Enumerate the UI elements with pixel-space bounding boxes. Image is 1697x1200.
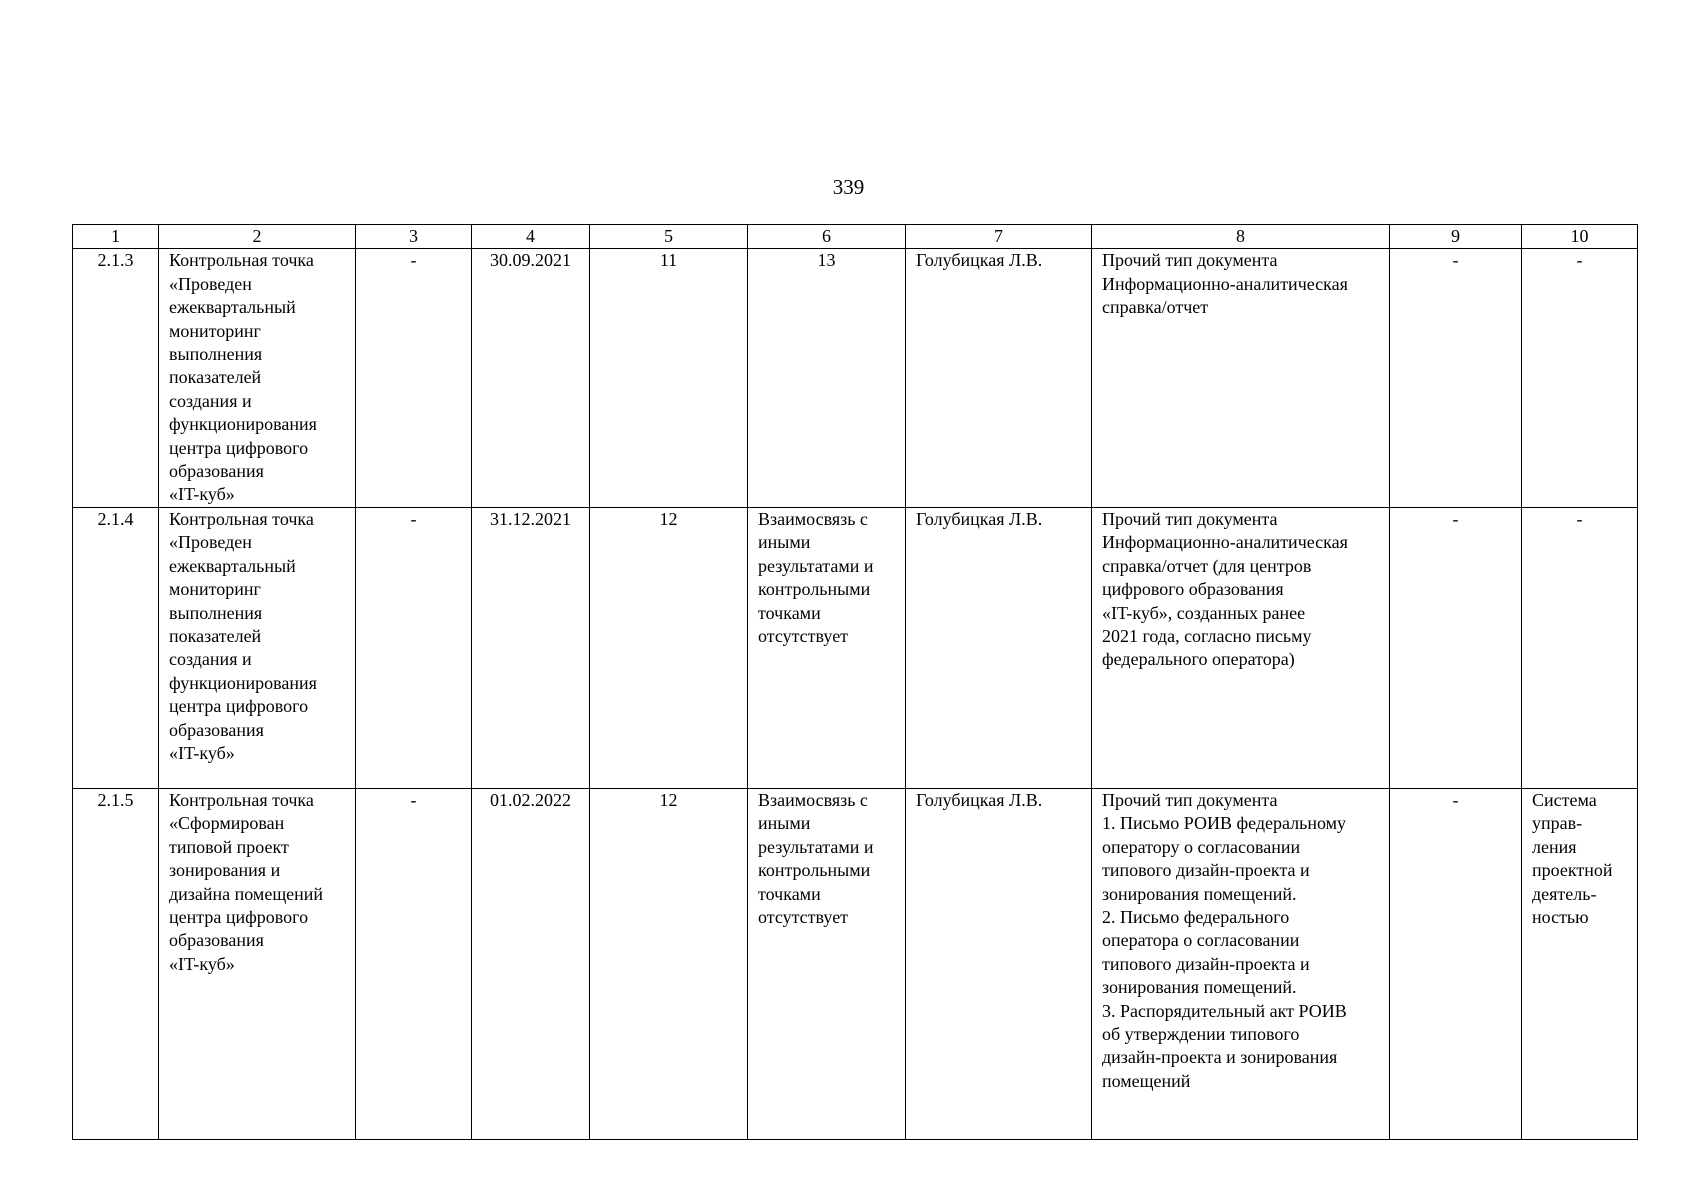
- text-line: «Сформирован: [169, 813, 285, 834]
- text-line: оператора о согласовании: [1102, 930, 1300, 951]
- text-line: функционирования: [169, 672, 317, 693]
- text-line: Прочий тип документа: [1102, 789, 1278, 810]
- date-cell: 31.12.2021: [472, 507, 590, 788]
- text-line: результатами и: [758, 555, 874, 576]
- text-line: федерального оператора): [1102, 649, 1295, 670]
- text-line: дизайн-проекта и зонирования: [1102, 1047, 1338, 1068]
- text-line: дизайна помещений: [169, 883, 324, 904]
- text-line: отсутствует: [758, 906, 849, 927]
- row-name-cell: [159, 788, 356, 1139]
- column-header-8: 8: [1092, 225, 1390, 249]
- text-line: помещений: [1102, 1070, 1191, 1091]
- row-number-cell: 2.1.3: [73, 249, 159, 507]
- text-line: отсутствует: [758, 625, 849, 646]
- row-name-cell: [159, 507, 356, 788]
- text-line: проектной: [1532, 860, 1613, 881]
- responsible-cell: Голубицкая Л.В.: [906, 249, 1092, 507]
- text-line: зонирования помещений.: [1102, 977, 1297, 998]
- text-line: выполнения: [169, 602, 263, 623]
- text-line: образования: [169, 461, 264, 482]
- row-name-cell: [159, 249, 356, 507]
- column-header-9: 9: [1390, 225, 1522, 249]
- col9-cell: -: [1390, 507, 1522, 788]
- row-number-cell: 2.1.5: [73, 788, 159, 1139]
- col3-cell: -: [356, 507, 472, 788]
- text-line: 2. Письмо федерального: [1102, 906, 1290, 927]
- text-line: 13: [817, 250, 836, 271]
- text-line: создания и: [169, 649, 252, 670]
- table-row: [73, 507, 1638, 788]
- text-line: 1. Письмо РОИВ федеральному: [1102, 813, 1347, 834]
- text-line: Прочий тип документа: [1102, 250, 1278, 271]
- table-header-row: [73, 225, 1638, 249]
- text-line: Контрольная точка: [169, 508, 314, 529]
- text-line: иными: [758, 532, 811, 553]
- text-line: мониторинг: [169, 320, 261, 341]
- text-line: Контрольная точка: [169, 250, 314, 271]
- text-line: цифрового образования: [1102, 579, 1284, 600]
- text-line: 2021 года, согласно письму: [1102, 625, 1312, 646]
- text-line: функционирования: [169, 414, 317, 435]
- document-cell: [1092, 788, 1390, 1139]
- text-line: зонирования и: [169, 860, 281, 881]
- text-line: ежеквартальный: [169, 555, 296, 576]
- col9-cell: -: [1390, 249, 1522, 507]
- table-row: [73, 249, 1638, 507]
- responsible-cell: Голубицкая Л.В.: [906, 788, 1092, 1139]
- text-line: типовой проект: [169, 836, 289, 857]
- col6-cell: [748, 507, 906, 788]
- col6-cell: [748, 788, 906, 1139]
- column-header-3: 3: [356, 225, 472, 249]
- text-line: центра цифрового: [169, 906, 309, 927]
- text-line: «Проведен: [169, 532, 252, 553]
- date-cell: 01.02.2022: [472, 788, 590, 1139]
- text-line: 3. Распорядительный акт РОИВ: [1102, 1000, 1347, 1021]
- date-cell: 30.09.2021: [472, 249, 590, 507]
- text-line: ежеквартальный: [169, 297, 296, 318]
- page-number: 339: [832, 175, 865, 199]
- text-line: «IT-куб»: [169, 742, 235, 763]
- column-header-5: 5: [590, 225, 748, 249]
- col10-cell: [1522, 249, 1638, 507]
- text-line: результатами и: [758, 836, 874, 857]
- text-line: -: [1576, 250, 1583, 271]
- column-header-7: 7: [906, 225, 1092, 249]
- table-row: [73, 788, 1638, 1139]
- text-line: Взаимосвязь с: [758, 508, 868, 529]
- text-line: центра цифрового: [169, 696, 309, 717]
- col10-cell: [1522, 788, 1638, 1139]
- text-line: Прочий тип документа: [1102, 508, 1278, 529]
- text-line: точками: [758, 883, 821, 904]
- text-line: контрольными: [758, 860, 871, 881]
- text-line: -: [1576, 508, 1583, 529]
- text-line: справка/отчет (для центров: [1102, 555, 1312, 576]
- text-line: справка/отчет: [1102, 297, 1209, 318]
- text-line: типового дизайн-проекта и: [1102, 860, 1310, 881]
- text-line: зонирования помещений.: [1102, 883, 1297, 904]
- text-line: выполнения: [169, 344, 263, 365]
- column-header-1: 1: [73, 225, 159, 249]
- document-cell: [1092, 249, 1390, 507]
- column-header-10: 10: [1522, 225, 1638, 249]
- text-line: Информационно-аналитическая: [1102, 532, 1348, 553]
- text-line: показателей: [169, 625, 262, 646]
- text-line: Информационно-аналитическая: [1102, 273, 1348, 294]
- text-line: образования: [169, 930, 264, 951]
- text-line: Взаимосвязь с: [758, 789, 868, 810]
- col5-cell: 12: [590, 788, 748, 1139]
- text-line: об утверждении типового: [1102, 1023, 1300, 1044]
- col5-cell: 11: [590, 249, 748, 507]
- text-line: образования: [169, 719, 264, 740]
- col3-cell: -: [356, 788, 472, 1139]
- text-line: точками: [758, 602, 821, 623]
- text-line: типового дизайн-проекта и: [1102, 953, 1310, 974]
- text-line: Система: [1532, 789, 1597, 810]
- text-line: «IT-куб»: [169, 953, 235, 974]
- col6-cell: [748, 249, 906, 507]
- col9-cell: -: [1390, 788, 1522, 1139]
- text-line: мониторинг: [169, 579, 261, 600]
- col3-cell: -: [356, 249, 472, 507]
- text-line: деятель-: [1532, 883, 1597, 904]
- text-line: Контрольная точка: [169, 789, 314, 810]
- col5-cell: 12: [590, 507, 748, 788]
- text-line: «IT-куб»: [169, 484, 235, 505]
- text-line: центра цифрового: [169, 437, 309, 458]
- text-line: управ-: [1532, 813, 1583, 834]
- text-line: оператору о согласовании: [1102, 836, 1301, 857]
- col10-cell: [1522, 507, 1638, 788]
- row-number-cell: 2.1.4: [73, 507, 159, 788]
- column-header-6: 6: [748, 225, 906, 249]
- column-header-2: 2: [159, 225, 356, 249]
- text-line: ностью: [1532, 906, 1589, 927]
- text-line: контрольными: [758, 579, 871, 600]
- document-cell: [1092, 507, 1390, 788]
- text-line: ления: [1532, 836, 1577, 857]
- text-line: «Проведен: [169, 273, 252, 294]
- text-line: «IT-куб», созданных ранее: [1102, 602, 1306, 623]
- responsible-cell: Голубицкая Л.В.: [906, 507, 1092, 788]
- text-line: создания и: [169, 390, 252, 411]
- column-header-4: 4: [472, 225, 590, 249]
- control-points-table: [72, 224, 1638, 1140]
- text-line: показателей: [169, 367, 262, 388]
- text-line: иными: [758, 813, 811, 834]
